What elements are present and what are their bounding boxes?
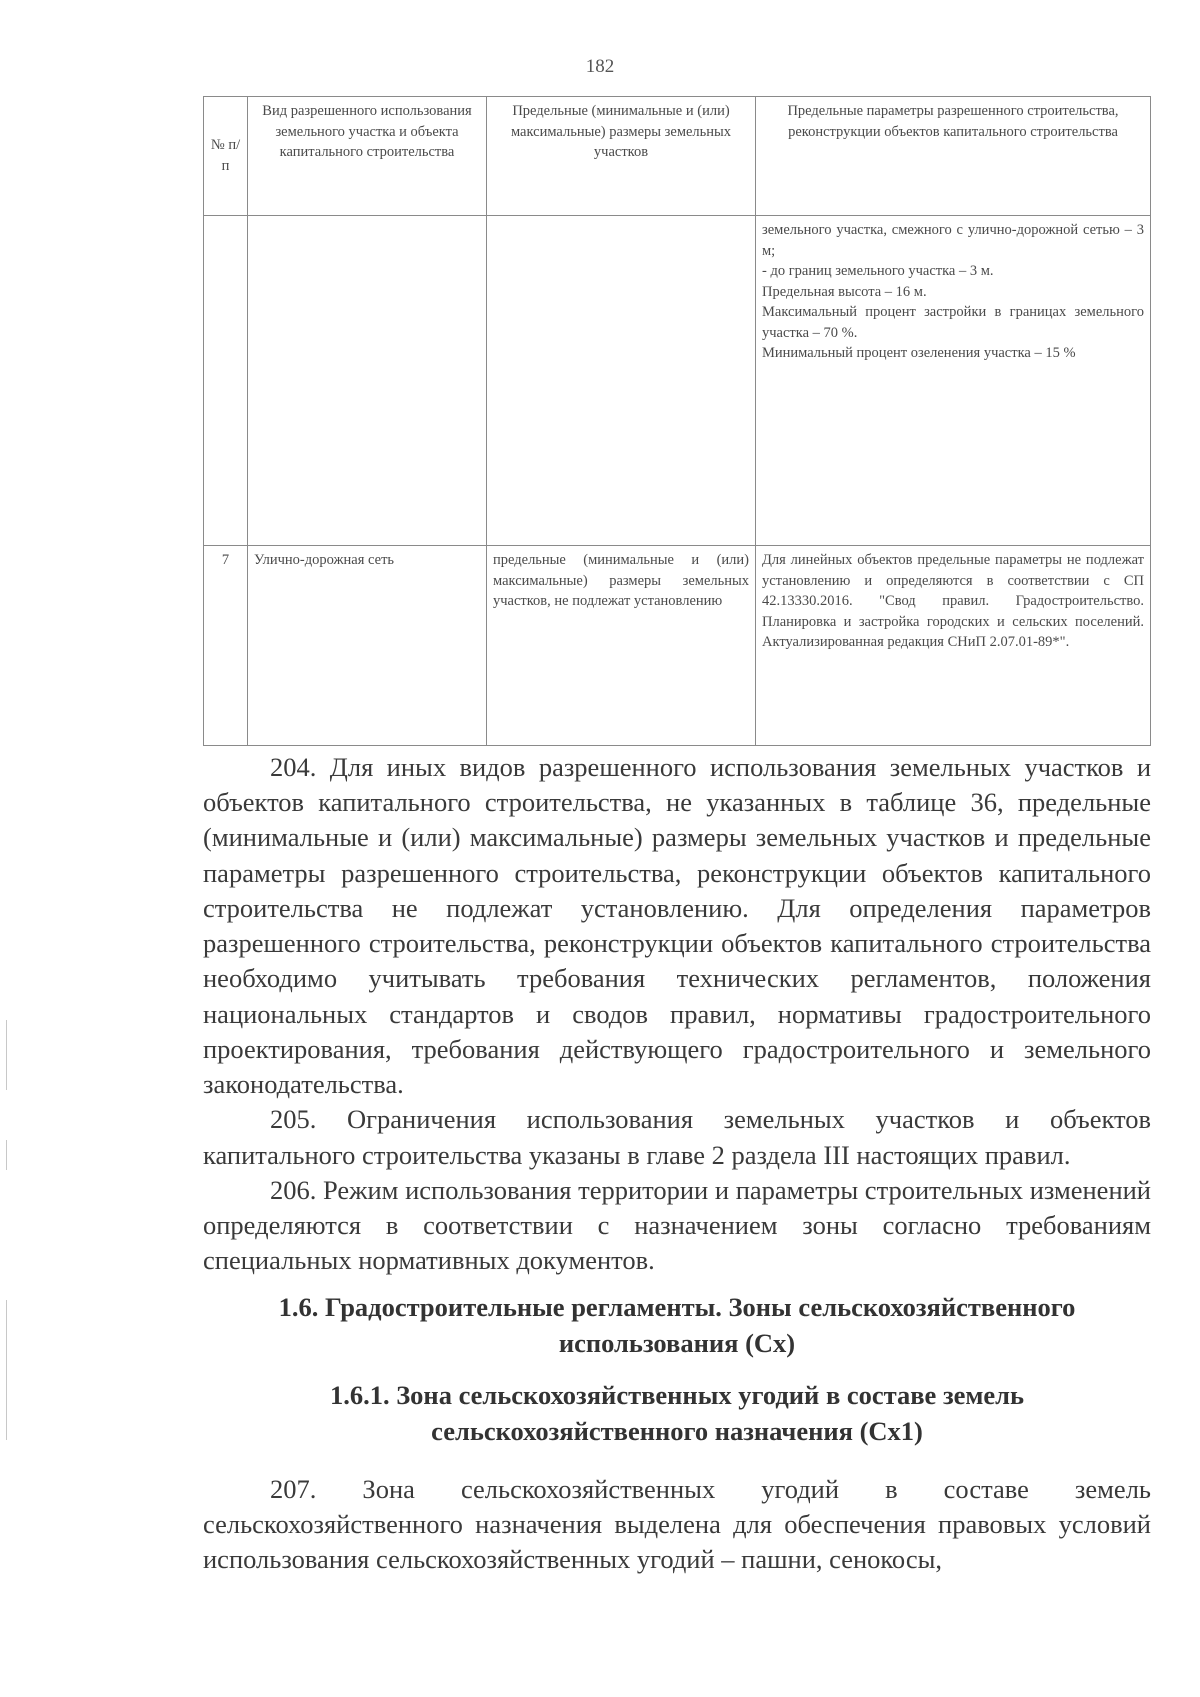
- paragraph-205: 205. Ограничения использования земельных участков и объектов капитального строительства указаны в главе 2 раздела III настоящих правил.: [203, 1104, 1151, 1170]
- cell-row7-number: 7: [204, 546, 248, 746]
- paragraphs-block: [203, 750, 1151, 1279]
- section-heading-1-6: 1.6. Градостроительные регламенты. Зоны сельскохозяйственного использования (Сх): [278, 1292, 1076, 1358]
- scan-margin-mark: [6, 1140, 7, 1170]
- continuation-line: Максимальный процент застройки в границах земельного участка – 70 %.: [762, 304, 1144, 341]
- table-row-7: [204, 546, 1151, 746]
- paragraph-207-block: [203, 1472, 1151, 1578]
- scan-margin-mark: [6, 1300, 7, 1440]
- header-number: № п/п: [204, 97, 248, 216]
- cell-number-empty: [204, 216, 248, 546]
- cell-row7-plot-sizes: предельные (минимальные и (или) максимальные) размеры земельных участков, не подлежат установлению: [487, 546, 756, 746]
- cell-use-type-empty: [248, 216, 487, 546]
- table-row-continuation: [204, 216, 1151, 546]
- paragraph-206: 206. Режим использования территории и параметры строительных изменений определяются в соответствии с назначением зоны согласно требованиям специальных нормативных документов.: [203, 1174, 1151, 1276]
- header-parameters: Предельные параметры разрешенного строительства, реконструкции объектов капитального строительства: [756, 97, 1151, 216]
- cell-parameters-continuation: [756, 216, 1151, 546]
- continuation-line: Предельная высота – 16 м.: [762, 283, 927, 300]
- paragraph-207: 207. Зона сельскохозяйственных угодий в составе земель сельскохозяйственного назначения выделена для обеспечения правовых условий использования сельскохозяйственных угодий – пашни, сенокосы,: [203, 1474, 1151, 1575]
- continuation-line: - до границ земельного участка – 3 м.: [762, 263, 994, 280]
- cell-row7-use-type: Улично-дорожная сеть: [248, 546, 487, 746]
- section-heading-1-6-1: 1.6.1. Зона сельскохозяйственных угодий в составе земель сельскохозяйственного назначения (Сх1): [329, 1380, 1025, 1446]
- table-header-row: [204, 97, 1151, 216]
- continuation-line: Минимальный процент озеленения участка – 15 %: [762, 345, 1076, 362]
- scan-margin-mark: [6, 1020, 7, 1090]
- continuation-line: земельного участка, смежного с улично-дорожной сетью – 3 м;: [762, 222, 1144, 259]
- cell-row7-parameters: Для линейных объектов предельные параметры не подлежат установлению и определяются в соответствии с СП 42.13330.2016. "Свод правил. Градостроительство. Планировка и застройка городских и сельских поселений. Актуализированная редакция СНиП 2.07.01-89*".: [756, 546, 1151, 746]
- regulations-table: [203, 96, 1151, 746]
- paragraph-204: 204. Для иных видов разрешенного использования земельных участков и объектов капитального строительства, не указанных в таблице 36, предельные (минимальные и (или) максимальные) размеры земельных участков и предельные параметры разрешенного строительства, реконструкции объектов капитального строительства не подлежат установлению. Для определения параметров разрешенного строительства, реконструкции объектов капитального строительства необходимо учитывать требования технических регламентов, положения национальных стандартов и сводов правил, нормативы градостроительного проектирования, требования действующего градостроительного и земельного законодательства.: [203, 752, 1151, 1100]
- page-number: 182: [585, 56, 615, 77]
- cell-plot-sizes-empty: [487, 216, 756, 546]
- header-use-type: Вид разрешенного использования земельного участка и объекта капитального строительства: [248, 97, 487, 216]
- header-plot-sizes: Предельные (минимальные и (или) максимальные) размеры земельных участков: [487, 97, 756, 216]
